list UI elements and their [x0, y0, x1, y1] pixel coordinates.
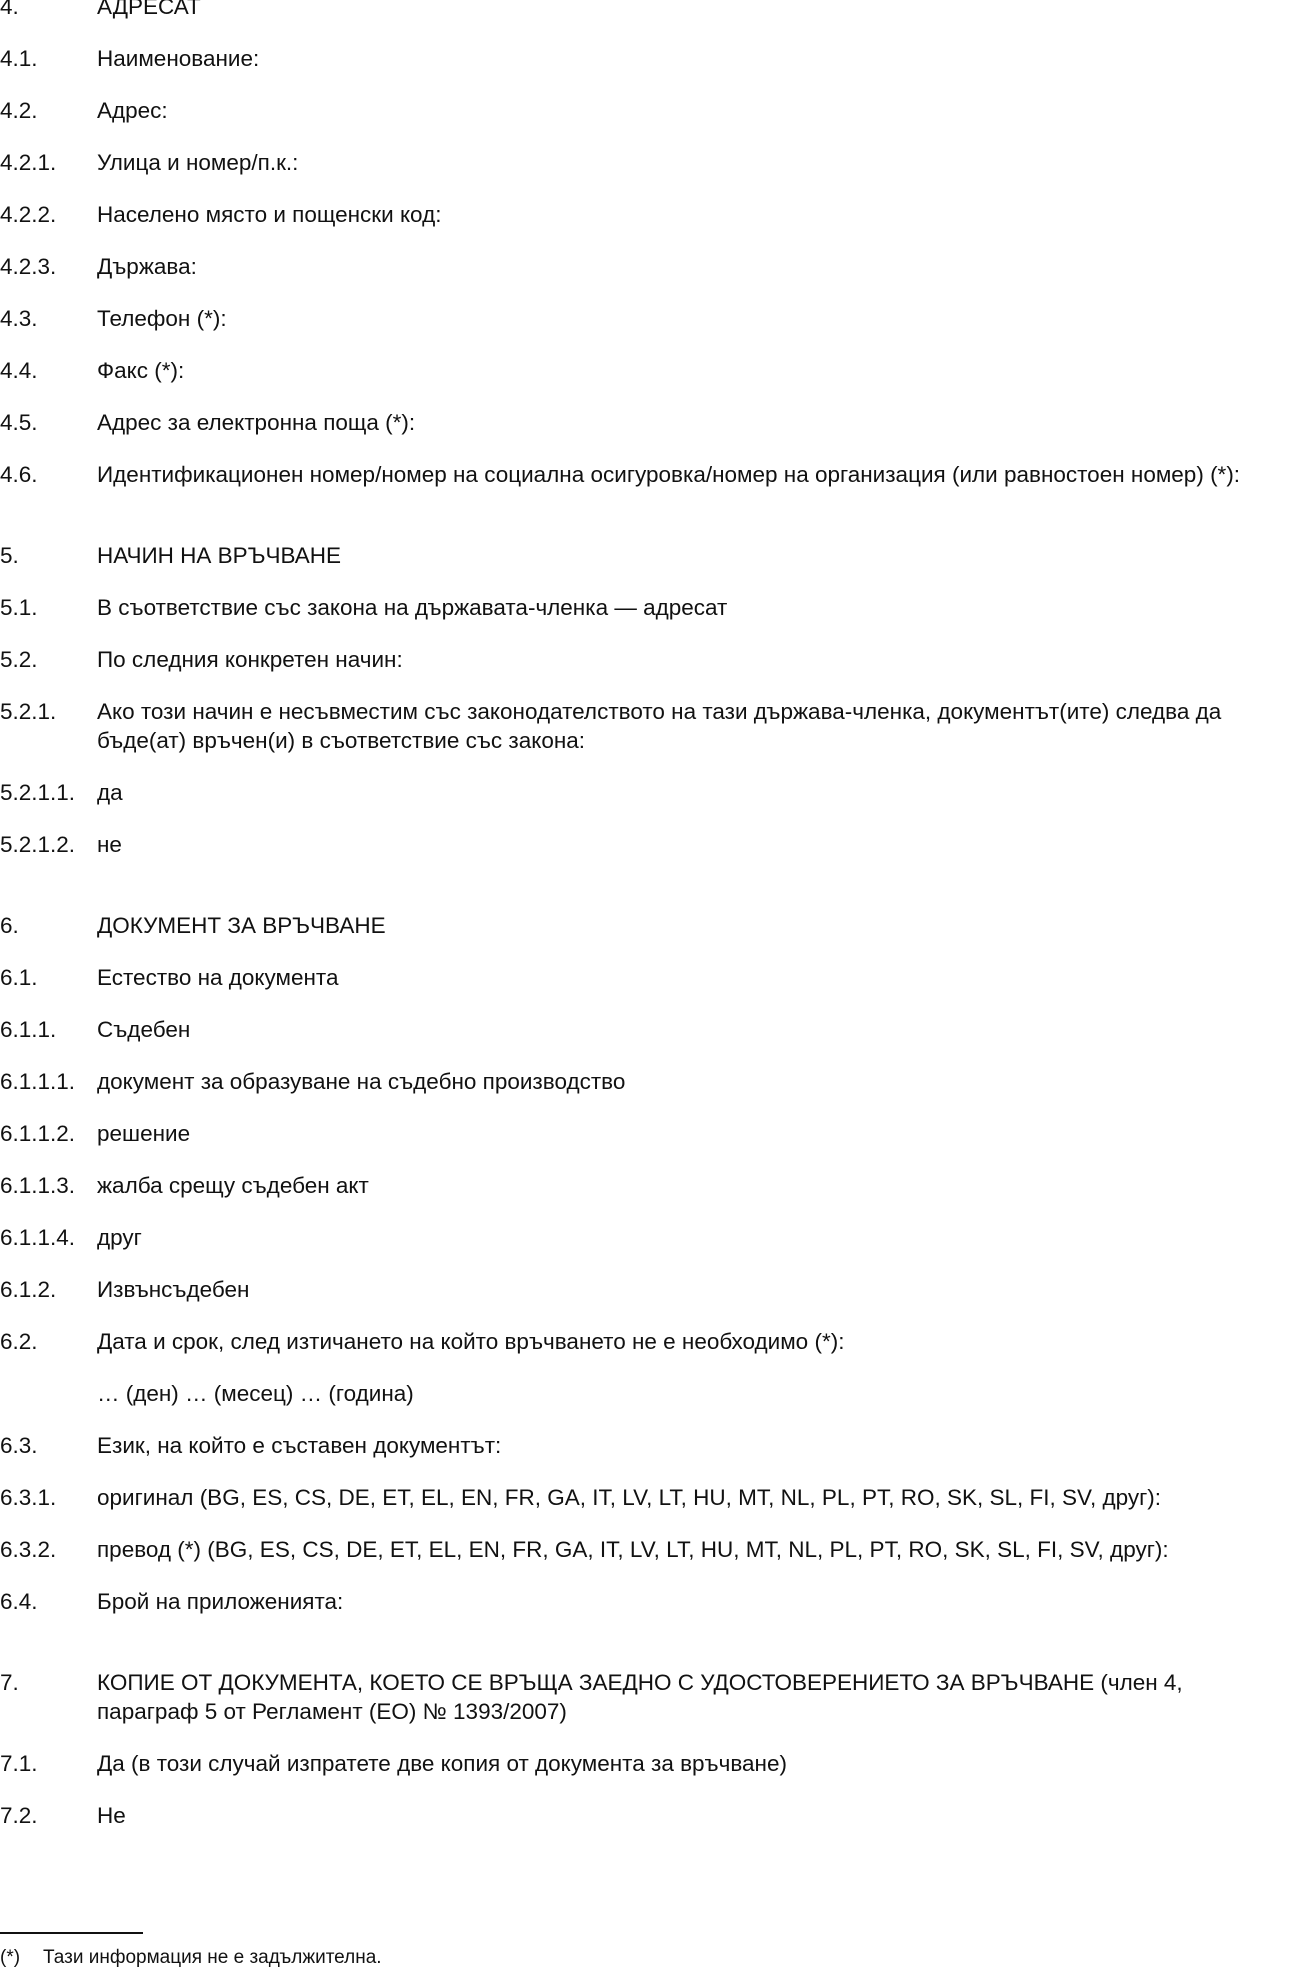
item-number: 4.1.: [0, 46, 38, 71]
item-number: 6.1.: [0, 965, 38, 990]
item-text: Улица и номер/п.к.:: [97, 150, 299, 175]
item-text: Да (в този случай изпратете две копия от документа за връчване): [97, 1751, 787, 1776]
item-text: Наименование:: [97, 46, 260, 71]
item-text: Идентификационен номер/номер на социална осигуровка/номер на организация (или равностоен номер) (*):: [97, 462, 1241, 487]
item-number: 6.1.2.: [0, 1277, 57, 1302]
item-text: Дата и срок, след изтичането на който връчването не е необходимо (*):: [97, 1329, 845, 1354]
form-option: [0, 1483, 1298, 1512]
item-text: Естество на документа: [97, 965, 339, 990]
section-copy-returned: [0, 1668, 1298, 1830]
footnote: [0, 1946, 382, 1970]
item-text: да: [97, 780, 123, 805]
section-document-to-serve: [0, 911, 1298, 1616]
form-option: [0, 830, 1298, 859]
item-text: решение: [97, 1121, 191, 1146]
item-number: 6.: [0, 913, 19, 938]
form-option: [0, 963, 1298, 992]
item-number: 5.2.1.2.: [0, 832, 76, 857]
item-number: 7.1.: [0, 1751, 38, 1776]
form-option: [0, 1015, 1298, 1044]
item-number: 4.2.: [0, 98, 38, 123]
item-number: 6.1.1.3.: [0, 1173, 76, 1198]
item-number: 6.1.1.2.: [0, 1121, 76, 1146]
form-field: [0, 44, 1298, 73]
item-text: НАЧИН НА ВРЪЧВАНЕ: [97, 543, 342, 568]
item-number: 5.2.1.: [0, 699, 57, 724]
form-option: [0, 1067, 1298, 1096]
section-heading: [0, 0, 1298, 21]
item-text: АДРЕСАТ: [97, 0, 201, 19]
form-option: [0, 778, 1298, 807]
form-option: [0, 593, 1298, 622]
form-field: [0, 356, 1298, 385]
section-heading: [0, 541, 1298, 570]
item-text: Телефон (*):: [97, 306, 227, 331]
form-option: [0, 645, 1298, 674]
form-field: [0, 1587, 1298, 1616]
form-field: [0, 148, 1298, 177]
item-number: 5.: [0, 543, 19, 568]
footnote-text: Тази информация не е задължителна.: [43, 1947, 382, 1968]
item-text: оригинал (BG, ES, CS, DE, ET, EL, EN, FR, GA, IT, LV, LT, HU, MT, NL, PL, PT, RO, SK, SL, FI, SV, друг):: [97, 1485, 1162, 1510]
item-text: … (ден) … (месец) … (година): [97, 1381, 414, 1406]
item-text: По следния конкретен начин:: [97, 647, 403, 672]
item-number: 6.2.: [0, 1329, 38, 1354]
section-addressee: [0, 0, 1298, 489]
footnote-separator: [0, 1932, 143, 1934]
item-number: 5.1.: [0, 595, 38, 620]
item-text: Населено място и пощенски код:: [97, 202, 442, 227]
item-text: В съответствие със закона на държавата-членка — адресат: [97, 595, 728, 620]
item-number: 5.2.: [0, 647, 38, 672]
form-field: [0, 304, 1298, 333]
item-text: не: [97, 832, 122, 857]
item-number: 7.: [0, 1670, 19, 1695]
item-number: 4.2.1.: [0, 150, 57, 175]
item-number: 4.2.3.: [0, 254, 57, 279]
item-text: Не: [97, 1803, 126, 1828]
item-number: 4.3.: [0, 306, 38, 331]
form-option: [0, 1535, 1298, 1564]
item-number: 4.5.: [0, 410, 38, 435]
form-option: [0, 1275, 1298, 1304]
item-number: 6.3.1.: [0, 1485, 57, 1510]
item-text: Брой на приложенията:: [97, 1589, 344, 1614]
item-number: 4.2.2.: [0, 202, 57, 227]
item-text: Извънсъдебен: [97, 1277, 250, 1302]
section-heading: [0, 1668, 1298, 1726]
form-field: [0, 96, 1298, 125]
item-number: [0, 1379, 97, 1408]
item-text: превод (*) (BG, ES, CS, DE, ET, EL, EN, FR, GA, IT, LV, LT, HU, MT, NL, PL, PT, RO, SK, SL, FI, SV, друг):: [97, 1537, 1169, 1562]
item-number: 6.3.2.: [0, 1537, 57, 1562]
item-number: 4.4.: [0, 358, 38, 383]
section-method-of-service: [0, 541, 1298, 859]
item-text: Адрес за електронна поща (*):: [97, 410, 416, 435]
item-text: жалба срещу съдебен акт: [97, 1173, 369, 1198]
item-text: Държава:: [97, 254, 197, 279]
item-number: 7.2.: [0, 1803, 38, 1828]
form-option: [0, 1171, 1298, 1200]
item-number: 6.3.: [0, 1433, 38, 1458]
item-text: Факс (*):: [97, 358, 185, 383]
form-field: [0, 1327, 1298, 1356]
item-text: друг: [97, 1225, 142, 1250]
item-number: 6.1.1.4.: [0, 1225, 76, 1250]
form-field: [0, 252, 1298, 281]
item-number: 5.2.1.1.: [0, 780, 76, 805]
item-number: 6.1.1.1.: [0, 1069, 76, 1094]
item-text: КОПИЕ ОТ ДОКУМЕНТА, КОЕТО СЕ ВРЪЩА ЗАЕДНО С УДОСТОВЕРЕНИЕТО ЗА ВРЪЧВАНЕ (член 4, параграф 5 от Регламент (ЕО) № 1393/2007): [97, 1670, 1183, 1724]
item-text: Адрес:: [97, 98, 168, 123]
item-text: документ за образуване на съдебно производство: [97, 1069, 626, 1094]
form-field: [0, 460, 1298, 489]
form-option: [0, 1223, 1298, 1252]
form-field: [0, 408, 1298, 437]
item-text: Съдебен: [97, 1017, 191, 1042]
section-heading: [0, 911, 1298, 940]
form-field: [0, 1431, 1298, 1460]
form-option: [0, 1119, 1298, 1148]
item-text: Език, на който е съставен документът:: [97, 1433, 502, 1458]
item-number: 6.4.: [0, 1589, 38, 1614]
item-number: 4.6.: [0, 462, 38, 487]
footnote-mark: (*): [0, 1947, 21, 1968]
form-field: [0, 200, 1298, 229]
item-number: 4.: [0, 0, 19, 19]
form-option: [0, 1749, 1298, 1778]
form-option: [0, 1801, 1298, 1830]
date-placeholder: [0, 1379, 1298, 1408]
item-text: Ако този начин е несъвместим със законодателството на тази държава-членка, документът(ите) следва да бъде(ат) връчен(и) в съответствие със закона:: [97, 699, 1222, 753]
item-text: ДОКУМЕНТ ЗА ВРЪЧВАНЕ: [97, 913, 386, 938]
form-option: [0, 697, 1298, 755]
item-number: 6.1.1.: [0, 1017, 57, 1042]
